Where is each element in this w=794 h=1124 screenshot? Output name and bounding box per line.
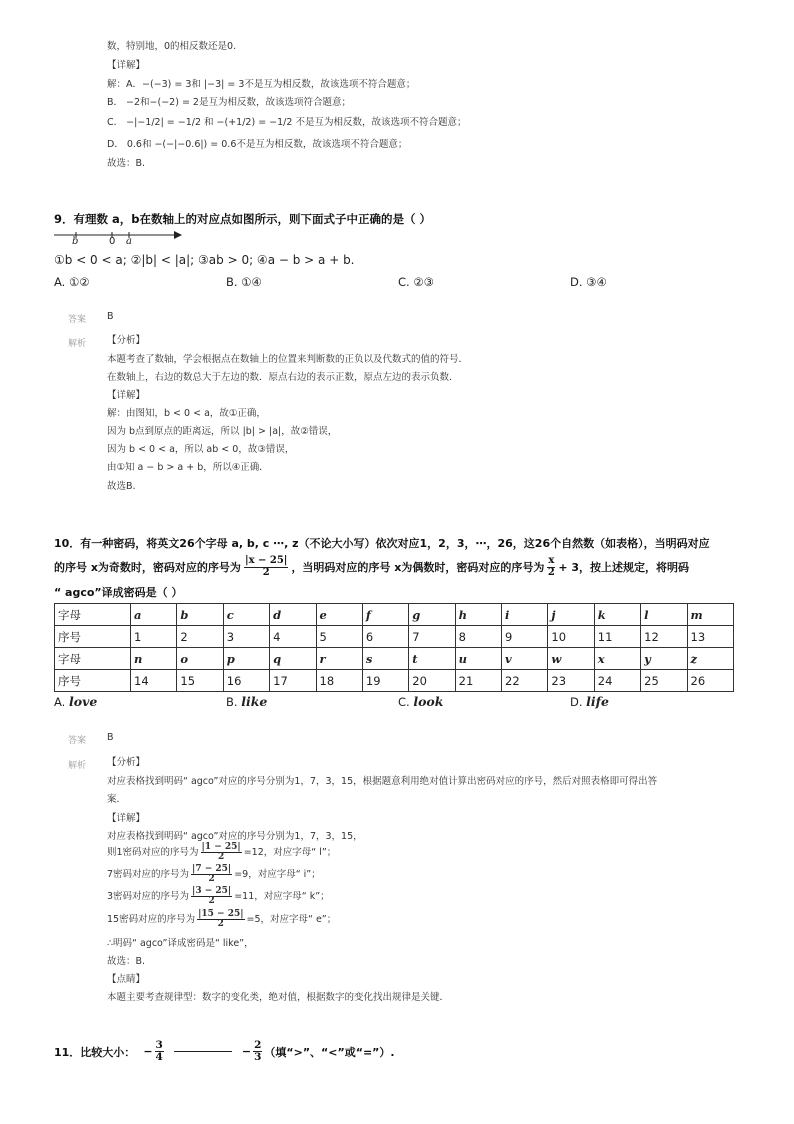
detail-text: =5，对应字母“ e”； <box>246 913 337 925</box>
option-word: life <box>586 694 609 709</box>
frac-num: x <box>548 555 555 566</box>
number-cell: 20 <box>409 670 455 692</box>
option-word: love <box>68 694 98 709</box>
q10-explain-tag: 解析 <box>68 761 87 771</box>
q10-option-b[interactable] <box>226 694 267 709</box>
frac-den: 2 <box>217 852 225 863</box>
q10-detail-3 <box>107 865 321 885</box>
detail-text: =11，对应字母“ k”； <box>234 890 330 902</box>
prev-answer: 故选：B. <box>107 158 146 169</box>
detail-fraction <box>191 865 232 885</box>
letter-cell: x <box>594 648 640 670</box>
prev-detail-tag: 【详解】 <box>107 60 146 71</box>
number-cell: 23 <box>548 670 594 692</box>
q10-option-c[interactable] <box>398 694 443 709</box>
option-word: like <box>241 694 268 709</box>
number-cell: 24 <box>594 670 640 692</box>
detail-text: 15密码对应的序号为 <box>107 913 196 925</box>
letter-cell: c <box>223 604 269 626</box>
minus-sign: − <box>143 1045 153 1059</box>
number-cell: 17 <box>270 670 316 692</box>
q9-stem: 9．有理数 a，b在数轴上的对应点如图所示，则下面式子中正确的是（ ） <box>54 212 431 226</box>
frac-den: 3 <box>254 1051 262 1064</box>
q10-fraction-even <box>547 556 555 578</box>
q9-line: 在数轴上，右边的数总大于左边的数．原点右边的表示正数，原点左边的表示负数． <box>107 372 459 383</box>
number-cell: 14 <box>131 670 177 692</box>
q10-detail-4 <box>107 887 330 907</box>
number-cell: 12 <box>641 626 687 648</box>
detail-fraction <box>191 887 232 907</box>
letter-cell: t <box>409 648 455 670</box>
letter-cell: a <box>131 604 177 626</box>
q10-detail-5 <box>107 910 336 930</box>
letter-cell: p <box>223 648 269 670</box>
q9-line: 解：由图知，b < 0 < a，故①正确， <box>107 408 266 419</box>
frac-num: |3 − 25| <box>192 886 232 896</box>
q10-stem-2a: 的序号 x为奇数时，密码对应的序号为 <box>54 561 241 574</box>
letter-cell: q <box>270 648 316 670</box>
q10-point-tag: 【点睛】 <box>107 974 146 985</box>
frac-den: 2 <box>217 919 224 930</box>
prev-option-c: C． −|−1/2| = −1/2 和 −(+1/2) = −1/2 不是互为相反数，故该选项不符合题意； <box>107 117 467 128</box>
row-label: 字母 <box>55 604 131 626</box>
answer-blank[interactable] <box>174 1051 232 1052</box>
q10-analysis-2: 案． <box>107 794 127 805</box>
q9-line: 因为 b点到原点的距离远，所以 |b| > |a|，故②错误， <box>107 426 338 437</box>
frac-den: 2 <box>547 566 555 578</box>
q10-detail-tag: 【详解】 <box>107 813 146 824</box>
frac-num: 2 <box>254 1039 262 1051</box>
letter-cell: w <box>548 648 594 670</box>
option-word: look <box>413 694 444 709</box>
number-cell: 1 <box>131 626 177 648</box>
q11-prefix: 11．比较大小： <box>54 1045 136 1059</box>
number-cell: 19 <box>362 670 408 692</box>
letter-cell: j <box>548 604 594 626</box>
q10-stem-1: 10．有一种密码，将英文26个字母 a, b, c ⋯, z（不论大小写）依次对应1，2，3，⋯，26，这26个自然数（如表格），当明码对应 <box>54 537 710 550</box>
letter-cell: d <box>270 604 316 626</box>
q9-option-b[interactable]: B. ①④ <box>226 275 262 289</box>
frac-num: |7 − 25| <box>192 864 232 874</box>
minus-sign: − <box>241 1045 252 1059</box>
prev-option-b: B． −2和−(−2) = 2是互为相反数，故该选项符合题意； <box>107 97 351 108</box>
frac-den: 2 <box>262 566 270 578</box>
axis-label-b: b <box>72 236 79 247</box>
q11-stem <box>54 1040 395 1063</box>
number-cell: 25 <box>641 670 687 692</box>
q10-analysis-1: 对应表格找到明码“ agco”对应的序号分别为1，7，3，15，根据题意利用绝对值计算出密码对应的序号，然后对照表格即可得出答 <box>107 776 658 787</box>
detail-text: 则1密码对应的序号为 <box>107 846 199 858</box>
frac-num: 3 <box>155 1039 163 1051</box>
q9-option-d[interactable]: D. ③④ <box>570 275 607 289</box>
q9-option-c[interactable]: C. ②③ <box>398 275 434 289</box>
letter-cell: i <box>502 604 548 626</box>
q9-line: 故选B. <box>107 481 136 492</box>
number-cell: 8 <box>455 626 501 648</box>
q9-line: 【分析】 <box>107 335 146 346</box>
letter-cell: y <box>641 648 687 670</box>
number-cell: 7 <box>409 626 455 648</box>
q10-stem-2 <box>54 556 689 578</box>
axis-label-a: a <box>126 236 132 247</box>
prev-option-a: 解：A．−(−3) = 3和 |−3| = 3不是互为相反数，故该选项不符合题意； <box>107 79 416 90</box>
q11-suffix: （填“>”、“<”或“=”）. <box>264 1045 395 1059</box>
number-cell: 2 <box>177 626 223 648</box>
row-label: 序号 <box>55 670 131 692</box>
number-cell: 13 <box>687 626 734 648</box>
number-cell: 6 <box>362 626 408 648</box>
letter-cell: s <box>362 648 408 670</box>
q10-stem-2c: + 3，按上述规定，将明码 <box>558 561 690 574</box>
letter-cell: m <box>687 604 734 626</box>
axis-label-0: 0 <box>109 236 116 247</box>
table-row <box>55 648 734 670</box>
row-label: 字母 <box>55 648 131 670</box>
letter-cell: v <box>502 648 548 670</box>
letter-cell: b <box>177 604 223 626</box>
option-label: A. <box>54 695 66 709</box>
detail-text: =9，对应字母“ i”； <box>234 868 321 880</box>
number-cell: 21 <box>455 670 501 692</box>
number-cell: 11 <box>594 626 640 648</box>
q9-line: 本题考查了数轴，学会根据点在数轴上的位置来判断数的正负以及代数式的值的符号． <box>107 354 469 365</box>
letter-cell: r <box>316 648 362 670</box>
detail-text: 3密码对应的序号为 <box>107 890 190 902</box>
letter-cell: o <box>177 648 223 670</box>
frac-den: 2 <box>208 896 215 907</box>
letter-cell: k <box>594 604 640 626</box>
frac-num: |1 − 25| <box>201 842 241 852</box>
q11-fraction-2 <box>253 1040 262 1063</box>
q10-fraction-odd <box>244 556 289 578</box>
number-cell: 5 <box>316 626 362 648</box>
q10-stem-2b: ，当明码对应的序号 x为偶数时，密码对应的序号为 <box>291 561 545 574</box>
q10-detail-1: 对应表格找到明码“ agco”对应的序号分别为1，7，3，15， <box>107 831 363 842</box>
number-cell: 26 <box>687 670 734 692</box>
detail-text: =12，对应字母“ l”； <box>243 846 337 858</box>
q9-line: 【详解】 <box>107 390 146 401</box>
option-label: C. <box>398 695 410 709</box>
letter-cell: z <box>687 648 734 670</box>
detail-fraction <box>197 910 244 930</box>
q10-stem-3: “ agco”译成密码是（ ） <box>54 586 183 599</box>
option-label: B. <box>226 695 238 709</box>
letter-cell: l <box>641 604 687 626</box>
table-row <box>55 626 734 648</box>
frac-num: |x − 25| <box>244 555 288 566</box>
detail-fraction <box>201 843 242 863</box>
number-cell: 4 <box>270 626 316 648</box>
q10-answer: B <box>107 732 114 743</box>
detail-text: 7密码对应的序号为 <box>107 868 190 880</box>
q10-option-d[interactable] <box>570 694 609 709</box>
number-cell: 9 <box>502 626 548 648</box>
number-cell: 22 <box>502 670 548 692</box>
q11-fraction-1 <box>155 1040 164 1063</box>
q10-point: 本题主要考查规律型：数字的变化类，绝对值，根据数字的变化找出规律是关键． <box>107 992 450 1003</box>
q9-answer-tag: 答案 <box>68 315 87 325</box>
letter-cell: u <box>455 648 501 670</box>
letter-cell: f <box>362 604 408 626</box>
option-label: D. <box>570 695 583 709</box>
q10-detail-7: 故选：B. <box>107 956 146 967</box>
letter-cell: e <box>316 604 362 626</box>
number-cell: 15 <box>177 670 223 692</box>
frac-den: 4 <box>155 1051 163 1064</box>
q9-statements: ①b < 0 < a; ②|b| < |a|; ③ab > 0; ④a − b > a + b. <box>54 253 355 267</box>
letter-cell: h <box>455 604 501 626</box>
number-cell: 18 <box>316 670 362 692</box>
table-row <box>55 670 734 692</box>
q9-answer: B <box>107 311 114 322</box>
frac-num: |15 − 25| <box>198 909 244 919</box>
number-cell: 16 <box>223 670 269 692</box>
letter-cell: n <box>131 648 177 670</box>
q9-explain-tag: 解析 <box>68 339 87 349</box>
q10-answer-tag: 答案 <box>68 736 87 746</box>
q9-line: 因为 b < 0 < a，所以 ab < 0，故③错误， <box>107 444 295 455</box>
cipher-table <box>54 603 734 692</box>
q10-detail-2 <box>107 843 336 863</box>
q10-detail-6: ∴明码“ agco”译成密码是“ like”， <box>107 938 254 949</box>
table-row <box>55 604 734 626</box>
prev-option-d: D． 0.6和 −(−|−0.6|) = 0.6不是互为相反数，故该选项不符合题意； <box>107 139 408 150</box>
number-cell: 3 <box>223 626 269 648</box>
frac-den: 2 <box>208 874 215 885</box>
number-cell: 10 <box>548 626 594 648</box>
q10-analysis-tag: 【分析】 <box>107 757 146 768</box>
q9-line: 由①知 a − b > a + b，所以④正确． <box>107 462 269 473</box>
letter-cell: g <box>409 604 455 626</box>
q9-option-a[interactable]: A. ①② <box>54 275 90 289</box>
q10-option-a[interactable] <box>54 694 97 709</box>
prev-line0: 数，特别地，0的相反数还是0. <box>107 41 237 52</box>
row-label: 序号 <box>55 626 131 648</box>
